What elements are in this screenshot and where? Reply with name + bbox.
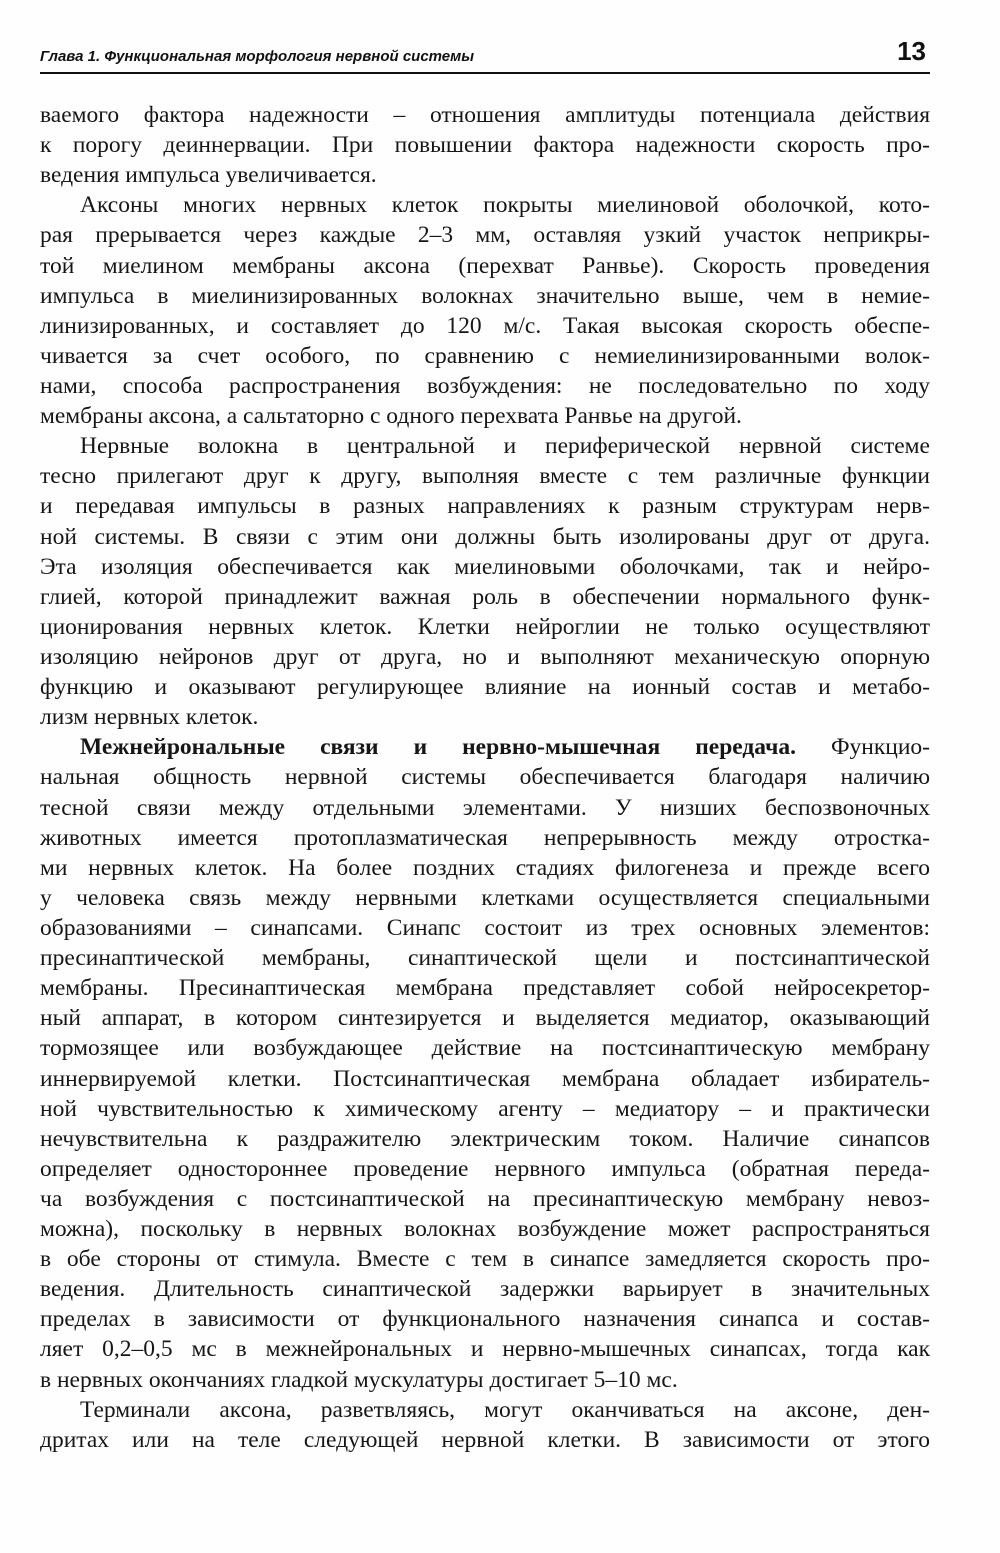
text-line: изоляцию нейронов друг от друга, но и выполняют механическую опорную (40, 643, 930, 670)
text-line: глией, которой принадлежит важная роль в обеспечении нормального функ- (40, 583, 930, 610)
text-line: ваемого фактора надежности – отношения амплитуды потенциала действия (40, 102, 930, 128)
text-line: тесной связи между отдельными элементами. У низших беспозвоночных (40, 794, 930, 821)
text-line: в обе стороны от стимула. Вместе с тем в синапсе замедляется скорость про- (40, 1246, 930, 1273)
text-line: лизм нервных клеток. (40, 704, 259, 731)
text-line: ный аппарат, в котором синтезируется и выделяется медиатор, оказывающий (40, 1005, 930, 1032)
text-line: к порогу деиннервации. При повышении фактора надежности скорость про- (40, 132, 930, 159)
text-fragment: Функцио- (830, 734, 930, 761)
text-line: функцию и оказывают регулирующее влияние на ионный состав и метабо- (40, 674, 930, 701)
text-line: чивается за счет особого, по сравнению с немиелинизированными волок- (40, 342, 930, 369)
text-line: ведения импульса увеличивается. (40, 162, 377, 189)
text-line: образованиями – синапсами. Синапс состоит из трех основных элементов: (40, 914, 930, 941)
running-title: Глава 1. Функциональная морфология нервной системы (40, 48, 475, 65)
text-line: Нервные волокна в центральной и периферической нервной системе (80, 433, 930, 460)
text-line: рая прерывается через каждые 2–3 мм, оставляя узкий участок неприкры- (40, 222, 930, 249)
inline-heading: Межнейрональные связи и нервно-мышечная передача. (80, 734, 796, 761)
text-line: ведения. Длительность синаптической задержки варьирует в значительных (40, 1276, 930, 1303)
text-line: нами, способа распространения возбуждения: не последовательно по ходу (40, 372, 930, 399)
text-line: импульса в миелинизированных волокнах значительно выше, чем в немие- (40, 282, 930, 309)
text-line: ляет 0,2–0,5 мс в межнейрональных и нервно-мышечных синапсах, тогда как (40, 1336, 930, 1363)
text-line: и передавая импульсы в разных направлениях к разным структурам нерв- (40, 493, 930, 520)
text-line: Аксоны многих нервных клеток покрыты миелиновой оболочкой, кото- (80, 192, 930, 219)
text-line: определяет одностороннее проведение нервного импульса (обратная переда- (40, 1155, 930, 1182)
page-header (40, 36, 930, 74)
text-line: мембраны. Пресинаптическая мембрана представляет собой нейросекретор- (40, 975, 930, 1002)
text-line: пределах в зависимости от функционального назначения синапса и состав- (40, 1306, 930, 1333)
page-number: 13 (897, 36, 926, 66)
text-line: линизированных, и составляет до 120 м/с. Такая высокая скорость обеспе- (40, 312, 930, 339)
text-line: иннервируемой клетки. Постсинаптическая мембрана обладает избиратель- (40, 1065, 930, 1092)
text-line: тормозящее или возбуждающее действие на постсинаптическую мембрану (40, 1035, 930, 1062)
text-line: животных имеется протоплазматическая непрерывность между отростка- (40, 824, 930, 851)
text-line: ми нервных клеток. На более поздних стадиях филогенеза и прежде всего (40, 854, 930, 881)
text-line: в нервных окончаниях гладкой мускулатуры достигает 5–10 мс. (40, 1366, 678, 1393)
text-line: пресинаптической мембраны, синаптической щели и постсинаптической (40, 945, 930, 972)
text-line: ной чувствительностью к химическому агенту – медиатору – и практически (40, 1095, 930, 1122)
text-line: той миелином мембраны аксона (перехват Ранвье). Скорость проведения (40, 252, 930, 279)
text-line: тесно прилегают друг к другу, выполняя вместе с тем различные функции (40, 463, 930, 490)
text-line: у человека связь между нервными клетками осуществляется специальными (40, 884, 930, 911)
text-line: нечувствительна к раздражителю электрическим током. Наличие синапсов (40, 1125, 930, 1152)
text-line: нальная общность нервной системы обеспечивается благодаря наличию (40, 764, 930, 791)
text-line: мембраны аксона, а сальтаторно с одного перехвата Ранвье на другой. (40, 403, 742, 430)
text-line: дритах или на теле следующей нервной клетки. В зависимости от этого (40, 1426, 930, 1453)
body-text (40, 100, 930, 1455)
text-line: ной системы. В связи с этим они должны быть изолированы друг от друга. (40, 523, 930, 550)
text-line: ча возбуждения с постсинаптической на пресинаптическую мембрану невоз- (40, 1185, 930, 1212)
text-line-with-heading (40, 732, 930, 762)
text-line: Эта изоляция обеспечивается как миелиновыми оболочками, так и нейро- (40, 553, 930, 580)
text-line: Терминали аксона, разветвляясь, могут оканчиваться на аксоне, ден- (80, 1396, 930, 1423)
text-line: ционирования нервных клеток. Клетки нейроглии не только осуществляют (40, 613, 930, 640)
text-line: можна), поскольку в нервных волокнах возбуждение может распространяться (40, 1216, 930, 1243)
